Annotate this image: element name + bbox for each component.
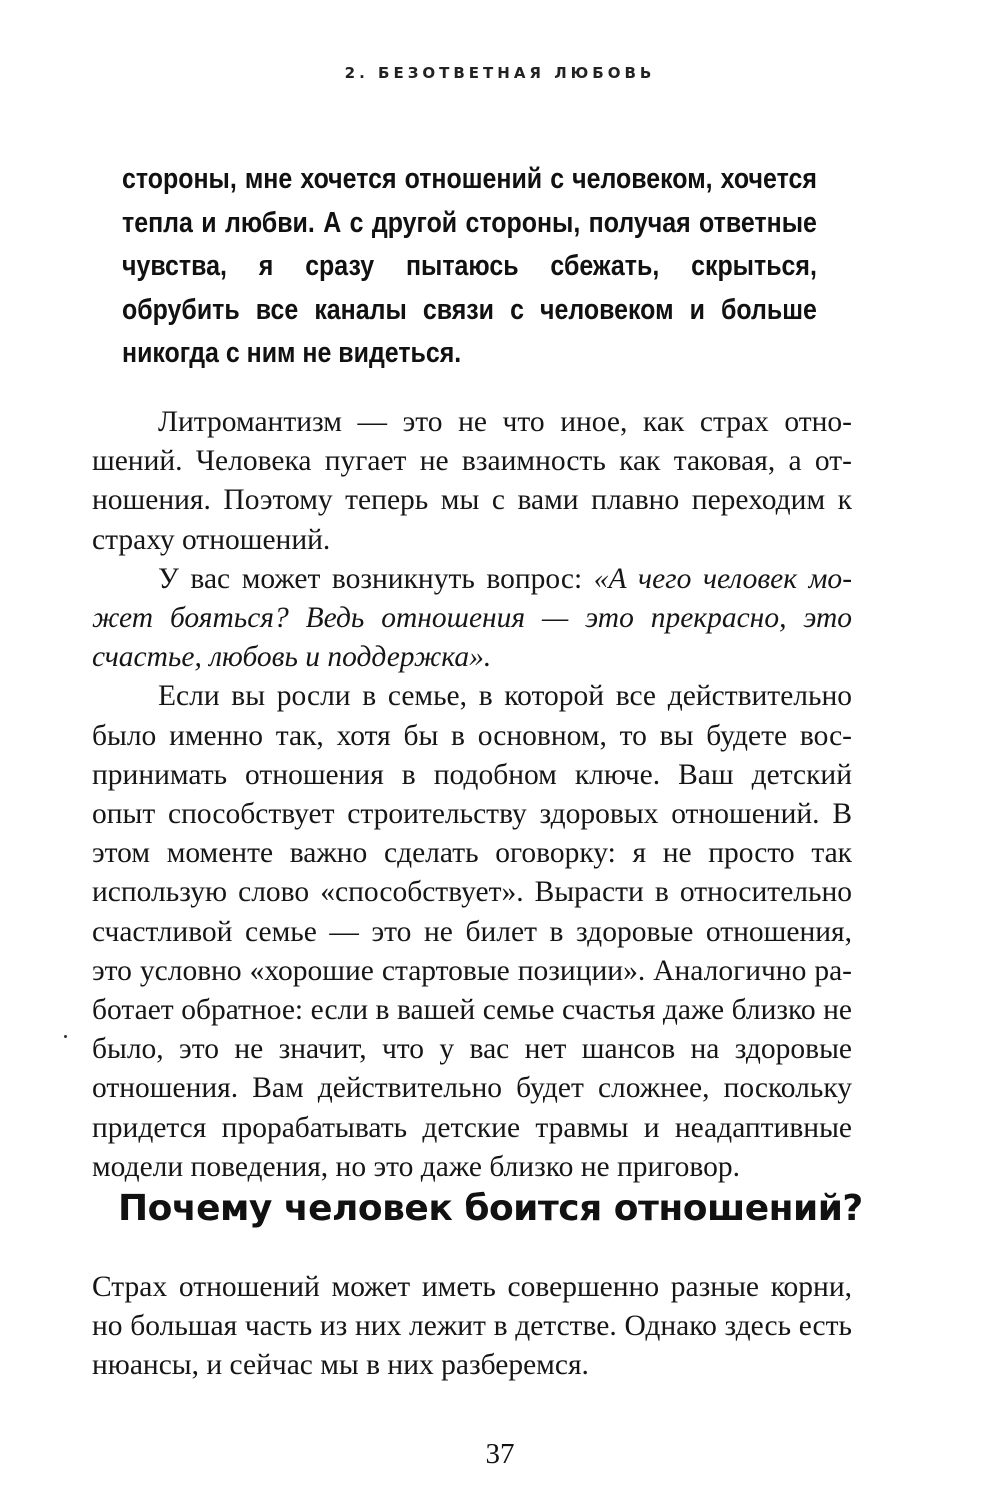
paragraph-litromantism: Литромантизм — это не что иное, как страх отношений. Человека пугает не взаимность как таковая, а отношения. Поэтому теперь мы с вами плавно переходим к страху отношений. bbox=[92, 406, 852, 556]
body-section-2 bbox=[92, 1268, 852, 1386]
paragraph-roots: Страх отношений может иметь совершенно разные корни, но большая часть из них лежит в детстве. Однако здесь есть нюансы, и сейчас мы в них разберемся. bbox=[92, 1271, 852, 1382]
paragraph-family: Если вы росли в семье, в которой все действительно было именно так, хотя бы в основном, то вы будете воспринимать отношения в подобном ключе. Ваш детский опыт способствует строительству здоровых отношений. В этом моменте важно сделать оговорку: я не просто так использую слово «способствует». Вырасти в относительно счастливой семье — это не билет в здоровые отношения, это условно «хорошие стартовые позиции». Аналогично работает обратное: если в вашей семье счастья даже близко не было, это не значит, что у вас нет шансов на здоровые отношения. Вам действительно будет сложнее, поскольку придется прорабатывать детские травмы и неадаптивные модели поведения, но это даже близко не приговор. bbox=[92, 680, 852, 1183]
margin-speck bbox=[64, 1035, 67, 1038]
page-number: 37 bbox=[485, 1438, 515, 1470]
section-heading: Почему человек боится отношений? bbox=[118, 1188, 863, 1229]
paragraph-question bbox=[92, 560, 852, 678]
quote-block: стороны, мне хочется отношений с человеком, хочется тепла и любви. А с другой стороны, получая ответные чувства, я сразу пытаюсь сбежать, скрыться, обрубить все каналы связи с человеком и больше никогда с ним не видеться. bbox=[122, 163, 817, 369]
question-lead-text: У вас может возникнуть вопрос: bbox=[158, 562, 594, 595]
body-section-1 bbox=[92, 403, 852, 1187]
question-italic-text: «А чего человек может бояться? Ведь отношения — это прекрасно, это счастье, любовь и поддержка». bbox=[92, 562, 853, 674]
running-header: 2. БЕЗОТВЕТНАЯ ЛЮБОВЬ bbox=[344, 64, 656, 82]
